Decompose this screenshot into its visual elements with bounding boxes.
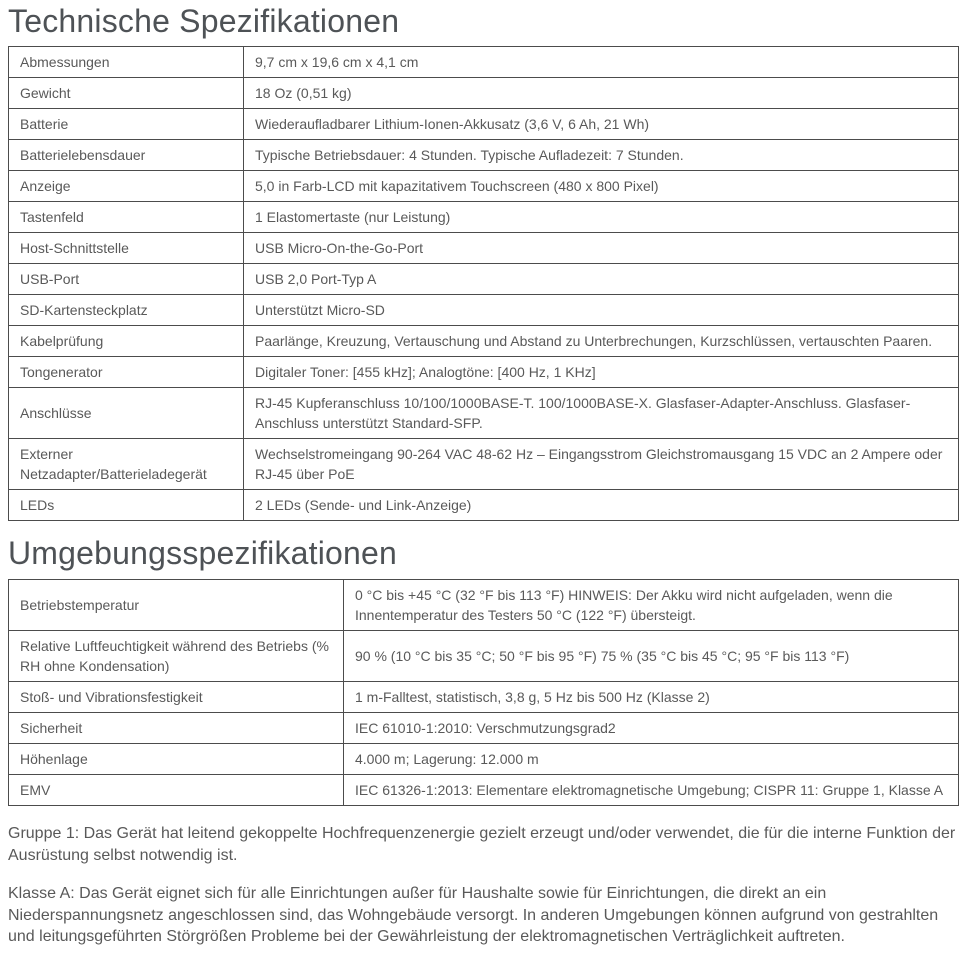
table-row (9, 490, 959, 521)
spec-value-cell: USB Micro-On-the-Go-Port (244, 233, 959, 264)
spec-value-cell: Typische Betriebsdauer: 4 Stunden. Typische Aufladezeit: 7 Stunden. (244, 140, 959, 171)
spec-label-cell: LEDs (9, 490, 244, 521)
spec-label-cell: Sicherheit (9, 713, 344, 744)
note-gruppe-1: Gruppe 1: Das Gerät hat leitend gekoppelte Hochfrequenzenergie gezielt erzeugt und/oder verwendet, die für die interne Funktion der Ausrüstung selbst notwendig ist. (8, 825, 956, 864)
spec-value-cell: 0 °C bis +45 °C (32 °F bis 113 °F) HINWEIS: Der Akku wird nicht aufgeladen, wenn die Innentemperatur des Testers 50 °C (122 °F) übersteigt. (344, 580, 959, 631)
spec-label-cell: USB-Port (9, 264, 244, 295)
spec-value-cell: USB 2,0 Port-Typ A (244, 264, 959, 295)
table-row (9, 439, 959, 490)
table-row (9, 744, 959, 775)
spec-label-cell: Abmessungen (9, 47, 244, 78)
spec-value-cell: Digitaler Toner: [455 kHz]; Analogtöne: [400 Hz, 1 KHz] (244, 357, 959, 388)
table-row (9, 171, 959, 202)
spec-value-cell: Paarlänge, Kreuzung, Vertauschung und Abstand zu Unterbrechungen, Kurzschlüssen, vertauschten Paaren. (244, 326, 959, 357)
table-row (9, 580, 959, 631)
spec-label-cell: Höhenlage (9, 744, 344, 775)
spec-value-cell: Wechselstromeingang 90-264 VAC 48-62 Hz – Eingangsstrom Gleichstromausgang 15 VDC an 2 Ampere oder RJ-45 über PoE (244, 439, 959, 490)
note-klasse-a: Klasse A: Das Gerät eignet sich für alle Einrichtungen außer für Haushalte sowie für Einrichtungen, die direkt an ein Niederspannungsnetz angeschlossen sind, das Wohngebäude versorgt. In anderen Umgebungen können aufgrund von gestrahlten und leitungsgeführten Störgrößen Probleme bei der Gewährleistung der elektromagnetischen Verträglichkeit auftreten. (8, 885, 939, 945)
spec-label-cell: Anschlüsse (9, 388, 244, 439)
spec-label-cell: Tongenerator (9, 357, 244, 388)
spec-label-cell: Externer Netzadapter/Batterieladegerät (9, 439, 244, 490)
page-title-technical-specs: Technische Spezifikationen (8, 3, 400, 39)
environmental-specs-table-body (9, 580, 959, 806)
table-row (9, 109, 959, 140)
spec-label-cell: Relative Luftfeuchtigkeit während des Betriebs (% RH ohne Kondensation) (9, 631, 344, 682)
spec-value-cell: 18 Oz (0,51 kg) (244, 78, 959, 109)
spec-value-cell: 1 Elastomertaste (nur Leistung) (244, 202, 959, 233)
spec-label-cell: Kabelprüfung (9, 326, 244, 357)
spec-value-cell: Unterstützt Micro-SD (244, 295, 959, 326)
table-row (9, 264, 959, 295)
spec-label-cell: Batterielebensdauer (9, 140, 244, 171)
spec-value-cell: 9,7 cm x 19,6 cm x 4,1 cm (244, 47, 959, 78)
spec-value-cell: RJ-45 Kupferanschluss 10/100/1000BASE-T. 100/1000BASE-X. Glasfaser-Adapter-Anschluss. Glasfaser-Anschluss unterstützt Standard-SFP. (244, 388, 959, 439)
spec-value-cell: 2 LEDs (Sende- und Link-Anzeige) (244, 490, 959, 521)
spec-label-cell: Anzeige (9, 171, 244, 202)
spec-label-cell: Host-Schnittstelle (9, 233, 244, 264)
spec-value-cell: IEC 61326-1:2013: Elementare elektromagnetische Umgebung; CISPR 11: Gruppe 1, Klasse A (344, 775, 959, 806)
technical-specs-table-body (9, 47, 959, 521)
table-row (9, 775, 959, 806)
table-row (9, 78, 959, 109)
spec-value-cell: 5,0 in Farb-LCD mit kapazitativem Touchscreen (480 x 800 Pixel) (244, 171, 959, 202)
table-row (9, 140, 959, 171)
table-row (9, 47, 959, 78)
spec-label-cell: SD-Kartensteckplatz (9, 295, 244, 326)
spec-label-cell: Stoß- und Vibrationsfestigkeit (9, 682, 344, 713)
spec-value-cell: 4.000 m; Lagerung: 12.000 m (344, 744, 959, 775)
spec-label-cell: Betriebstemperatur (9, 580, 344, 631)
spec-label-cell: EMV (9, 775, 344, 806)
table-row (9, 631, 959, 682)
environmental-specs-table (8, 579, 959, 806)
table-row (9, 326, 959, 357)
spec-label-cell: Batterie (9, 109, 244, 140)
table-row (9, 388, 959, 439)
spec-value-cell: 1 m-Falltest, statistisch, 3,8 g, 5 Hz bis 500 Hz (Klasse 2) (344, 682, 959, 713)
table-row (9, 202, 959, 233)
spec-label-cell: Tastenfeld (9, 202, 244, 233)
table-row (9, 682, 959, 713)
spec-value-cell: Wiederaufladbarer Lithium-Ionen-Akkusatz (3,6 V, 6 Ah, 21 Wh) (244, 109, 959, 140)
table-row (9, 713, 959, 744)
table-row (9, 233, 959, 264)
page-title-environmental-specs: Umgebungsspezifikationen (8, 535, 398, 571)
spec-label-cell: Gewicht (9, 78, 244, 109)
table-row (9, 357, 959, 388)
technical-specs-table (8, 46, 959, 521)
spec-value-cell: 90 % (10 °C bis 35 °C; 50 °F bis 95 °F) 75 % (35 °C bis 45 °C; 95 °F bis 113 °F) (344, 631, 959, 682)
table-row (9, 295, 959, 326)
spec-value-cell: IEC 61010-1:2010: Verschmutzungsgrad2 (344, 713, 959, 744)
